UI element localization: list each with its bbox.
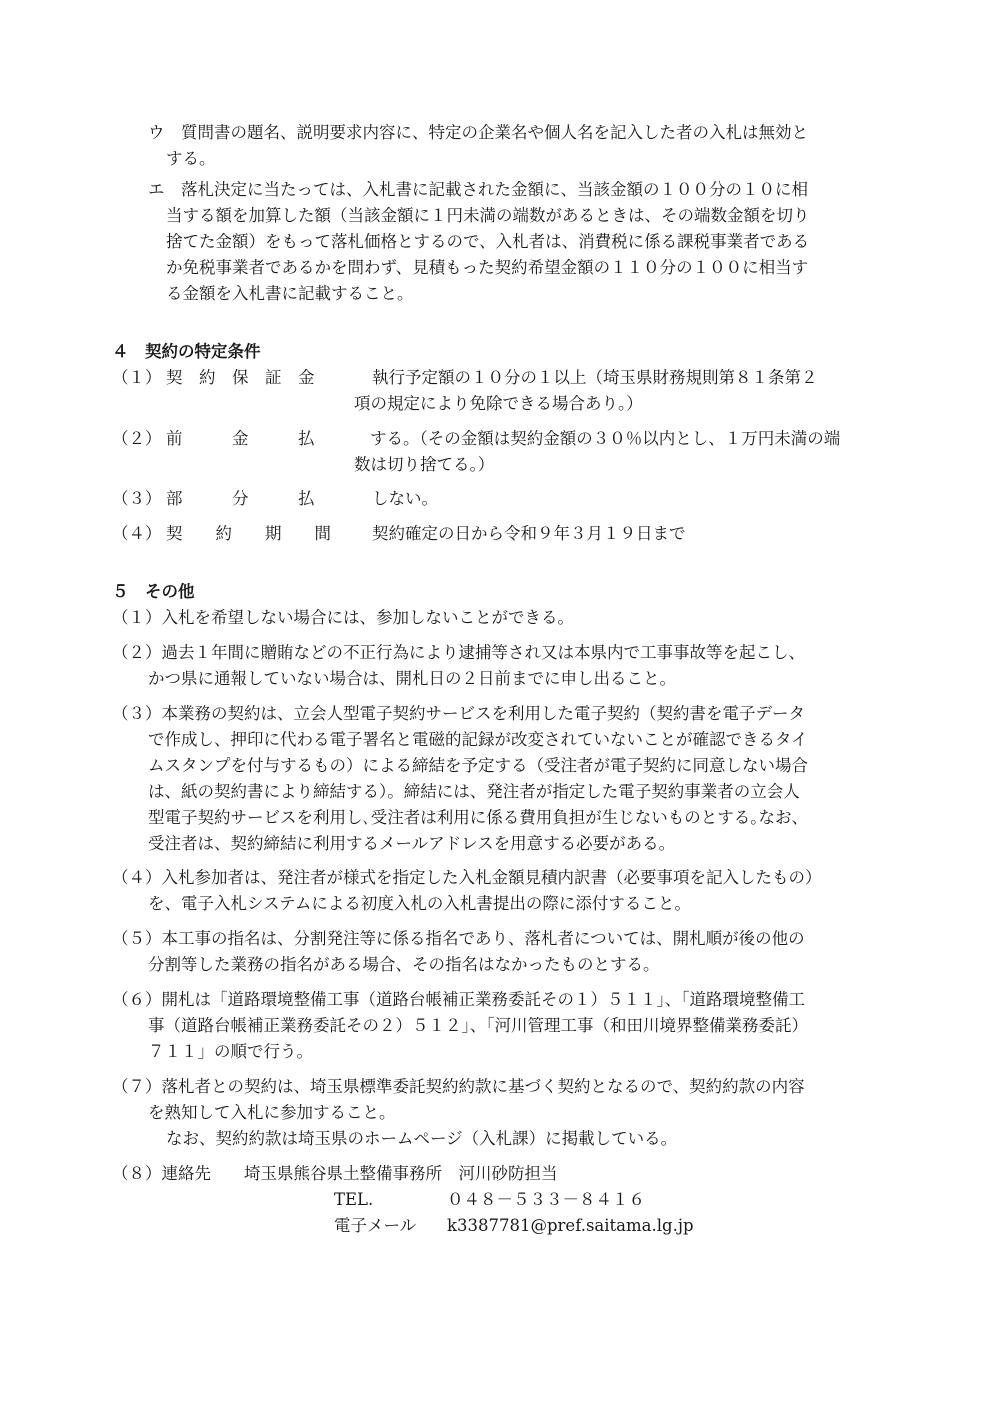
contact-line: （８）連絡先 埼玉県熊谷県土整備事務所 河川砂防担当 — [112, 1164, 558, 1183]
email-label: 電子メール — [334, 1216, 417, 1235]
item-e-line-5: る金額を入札書に記載すること。 — [166, 284, 414, 303]
list-item-line: かつ県に通報していない場合は、開札日の２日前までに申し出ること。 — [148, 669, 676, 688]
row-number: （３） — [112, 489, 162, 508]
list-item-line: （４）入札参加者は、発注者が様式を指定した入札金額見積内訳書（必要事項を記入したもの） — [112, 868, 822, 887]
item-e-line-3: 捨てた金額）をもって落札価格とするので、入札者は、消費税に係る課税事業者である — [166, 232, 810, 251]
row-label: 前 金 払 — [166, 429, 315, 448]
list-item-line: は、紙の契約書により締結する）。締結には、発注者が指定した電子契約事業者の立会人 — [148, 782, 800, 801]
list-item-line: （１）入札を希望しない場合には、参加しないことができる。 — [112, 608, 574, 627]
row-number: （２） — [112, 429, 162, 448]
row-value-line-2: 数は切り捨てる。） — [354, 455, 495, 474]
list-item-line: （３）本業務の契約は、立会人型電子契約サービスを利用した電子契約（契約書を電子データ — [112, 704, 805, 723]
list-item-line: （７）落札者との契約は、埼玉県標準委託契約約款に基づく契約となるので、契約約款の内容 — [112, 1077, 805, 1096]
row-value-line-1: 契約確定の日から令和９年３月１９日まで — [372, 524, 686, 543]
list-item-line: を熟知して入札に参加すること。 — [148, 1103, 396, 1122]
tel-label: TEL. — [334, 1190, 374, 1209]
list-item-line: ７１１」の順で行う。 — [148, 1042, 313, 1061]
section-4-heading: ４ 契約の特定条件 — [112, 342, 261, 361]
row-value-line-2: 項の規定により免除できる場合あり。） — [354, 394, 643, 413]
list-item-line: 事（道路台帳補正業務委託その２）５１２」、「河川管理工事（和田川境界整備業務委託） — [148, 1016, 808, 1035]
list-item-line: 型電子契約サービスを利用し､受注者は利用に係る費用負担が生じないものとする｡なお、 — [148, 808, 808, 827]
row-label: 契 約 期 間 — [166, 524, 331, 543]
row-label: 契 約 保 証 金 — [166, 368, 315, 387]
list-item-line: で作成し、押印に代わる電子署名と電磁的記録が改変されていないことが確認できるタイ — [148, 730, 808, 749]
item-e-line-2: 当する額を加算した額（当該金額に１円未満の端数があるときは、その端数金額を切り — [166, 206, 810, 225]
list-item-line: ムスタンプを付与するもの）による締結を予定する（受注者が電子契約に同意しない場合 — [148, 756, 808, 775]
row-value-line-1: しない。 — [372, 489, 438, 508]
item-e-line-4: か免税事業者であるかを問わず、見積もった契約希望金額の１１０分の１００に相当す — [166, 258, 809, 277]
list-item-line: を、電子入札システムによる初度入札の入札書提出の際に添付すること。 — [148, 894, 691, 913]
list-item-line: なお、契約約款は埼玉県のホームページ（入札課）に掲載している。 — [166, 1129, 678, 1148]
tel-value: ０４８－５３３－８４１６ — [447, 1190, 645, 1209]
row-number: （１） — [112, 368, 162, 387]
row-label: 部 分 払 — [166, 489, 315, 508]
section-5-heading: ５ その他 — [112, 582, 195, 601]
item-e-line-1: エ 落札決定に当たっては、入札書に記載された金額に、当該金額の１００分の１０に相 — [148, 180, 808, 199]
item-u-line-2: する。 — [166, 149, 216, 168]
list-item-line: （２）過去１年間に贈賄などの不正行為により逮捕等され又は本県内で工事事故等を起こし、 — [112, 643, 805, 662]
list-item-line: （５）本工事の指名は、分割発注等に係る指名であり、落札者については、開札順が後の他の — [112, 929, 805, 948]
list-item-line: （６）開札は「道路環境整備工事（道路台帳補正業務委託その１）５１１」、「道路環境整備工 — [112, 990, 805, 1009]
row-value-line-1: 執行予定額の１０分の１以上（埼玉県財務規則第８１条第２ — [372, 368, 818, 387]
list-item-line: 受注者は、契約締結に利用するメールアドレスを用意する必要がある。 — [148, 834, 676, 853]
list-item-line: 分割等した業務の指名がある場合、その指名はなかったものとする。 — [148, 955, 660, 974]
item-u-line-1: ウ 質問書の題名、説明要求内容に、特定の企業名や個人名を記入した者の入札は無効と — [148, 123, 808, 142]
row-number: （４） — [112, 524, 162, 543]
row-value-line-1: する。（その金額は契約金額の３０％以内とし、１万円未満の端 — [370, 429, 841, 448]
email-value: k3387781@pref.saitama.lg.jp — [447, 1216, 694, 1235]
